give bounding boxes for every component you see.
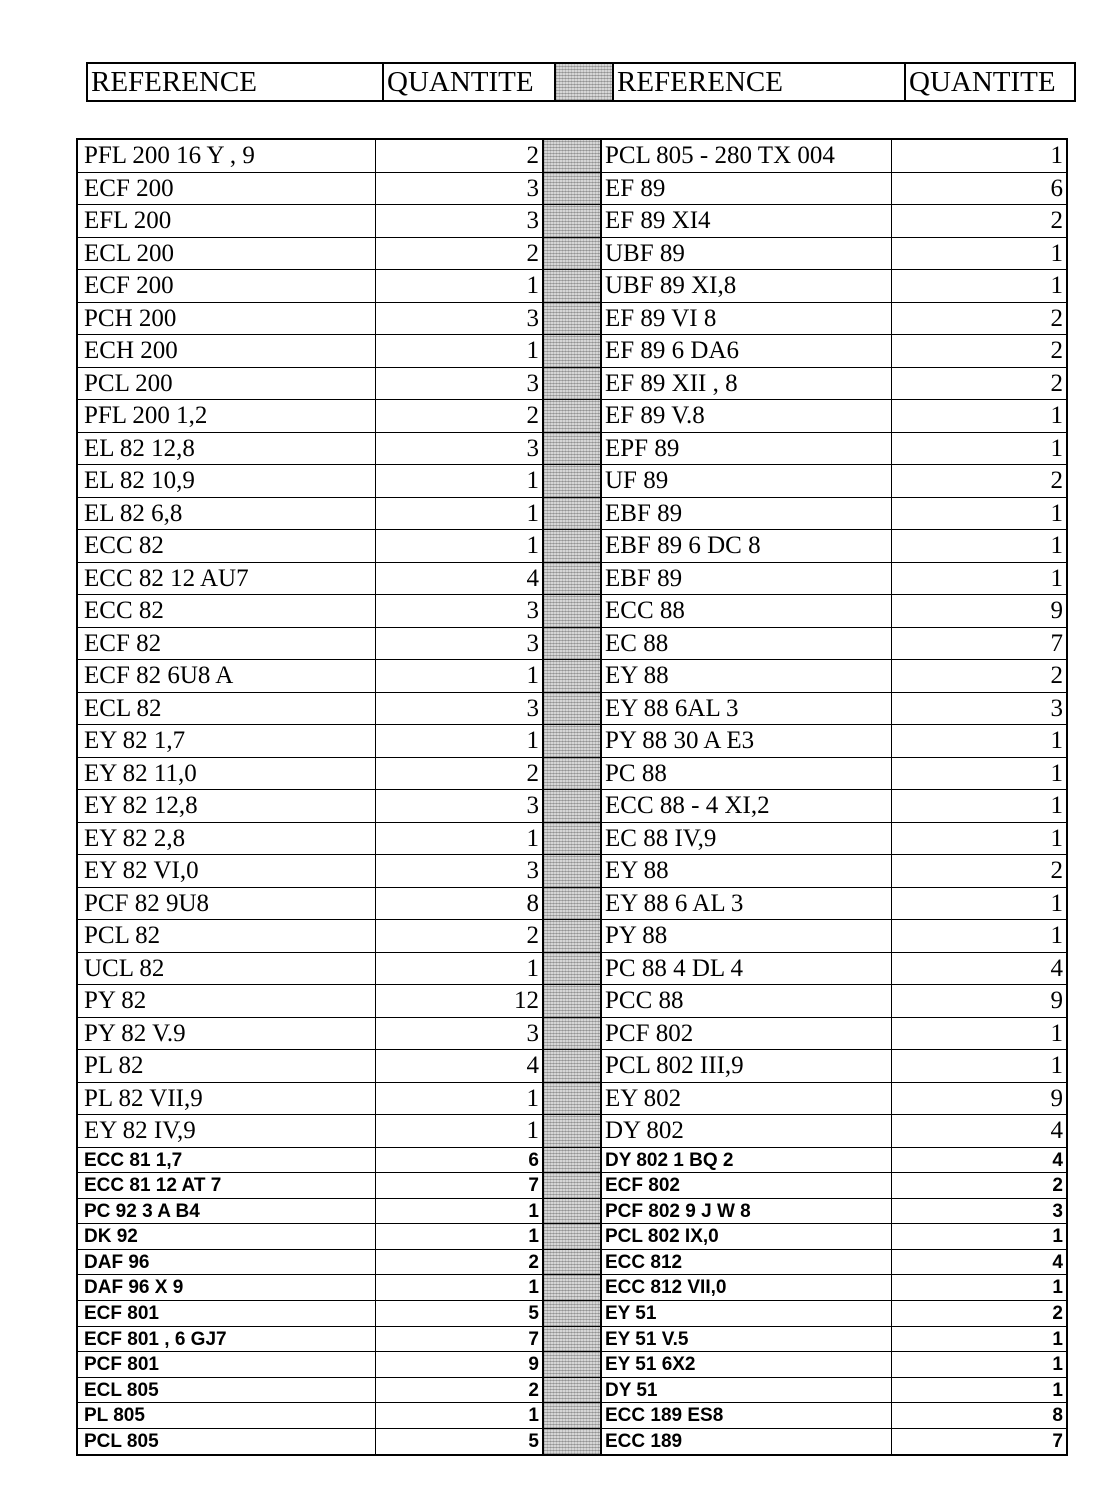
reference-right-cell: UF 89 (602, 465, 892, 497)
table-row (78, 140, 1066, 173)
reference-right-cell: UBF 89 XI,8 (602, 270, 892, 302)
shaded-separator-cell (544, 1083, 602, 1115)
quantite-left-cell: 1 (376, 465, 544, 497)
reference-right-cell: EY 51 6X2 (602, 1352, 892, 1377)
reference-right-cell: UBF 89 (602, 238, 892, 270)
quantite-right-cell: 9 (1050, 987, 1063, 1014)
shaded-separator-cell (544, 920, 602, 952)
quantite-right-cell: 9 (1050, 597, 1063, 624)
quantite-right-cell: 7 (1050, 629, 1063, 657)
table-row (78, 498, 1066, 531)
shaded-separator-cell (544, 660, 602, 692)
reference-right-cell: PCL 805 - 280 TX 004 (602, 140, 892, 172)
reference-left-cell: ECF 801 , 6 GJ7 (78, 1327, 376, 1352)
table-row (78, 270, 1066, 303)
table-row (78, 465, 1066, 498)
reference-left-cell: EL 82 12,8 (78, 433, 376, 465)
quantite-left-cell: 1 (376, 1083, 544, 1115)
table-row (78, 400, 1066, 433)
table-row (78, 1148, 1066, 1174)
reference-right-cell: PC 88 4 DL 4 (602, 953, 892, 985)
reference-left-cell: ECC 82 12 AU7 (78, 563, 376, 595)
quantite-right-cell: 4 (1052, 1251, 1063, 1273)
reference-right-cell: PY 88 30 A E3 (602, 725, 892, 757)
shaded-separator-cell (544, 498, 602, 530)
reference-right-cell: PC 88 (602, 758, 892, 790)
reference-right-cell: PY 88 (602, 920, 892, 952)
shaded-separator-cell (544, 985, 602, 1017)
reference-right-cell: EF 89 XII , 8 (602, 368, 892, 400)
reference-right-cell: DY 802 1 BQ 2 (602, 1148, 892, 1173)
table-row (78, 173, 1066, 206)
quantite-right-cell: 2 (1050, 662, 1063, 689)
shaded-separator-cell (544, 335, 602, 367)
reference-right-cell: ECF 802 (602, 1173, 892, 1198)
shaded-separator-cell (544, 465, 602, 497)
quantite-left-cell: 4 (376, 563, 544, 595)
reference-right-cell: PCC 88 (602, 985, 892, 1017)
quantite-right-cell: 1 (1050, 792, 1063, 819)
table-row (78, 433, 1066, 466)
shaded-separator-cell (544, 1275, 602, 1300)
table-row (78, 823, 1066, 856)
quantite-right-cell: 1 (1050, 759, 1063, 787)
table-row (78, 205, 1066, 238)
quantite-left-cell: 1 (376, 1115, 544, 1147)
quantite-right-cell: 2 (1050, 304, 1063, 332)
reference-right-cell: EY 88 6AL 3 (602, 693, 892, 725)
quantite-left-cell: 2 (376, 758, 544, 790)
quantite-left-cell: 12 (376, 985, 544, 1017)
quantite-right-cell: 1 (1050, 142, 1063, 169)
reference-left-cell: PFL 200 16 Y , 9 (78, 140, 376, 172)
reference-left-cell: PL 82 (78, 1050, 376, 1082)
quantite-left-cell: 1 (376, 270, 544, 302)
quantite-left-cell: 5 (376, 1429, 544, 1454)
reference-left-cell: PC 92 3 A B4 (78, 1199, 376, 1224)
header-quantite-left: QUANTITE (384, 64, 556, 100)
quantite-left-cell: 2 (376, 400, 544, 432)
table-row (78, 1018, 1066, 1051)
reference-right-cell: ECC 812 (602, 1250, 892, 1275)
table-row (78, 563, 1066, 596)
table-row (78, 1050, 1066, 1083)
quantite-left-cell: 3 (376, 1018, 544, 1050)
table-row (78, 855, 1066, 888)
quantite-right-cell: 2 (1050, 207, 1063, 234)
table-row (78, 758, 1066, 791)
shaded-separator-cell (544, 628, 602, 660)
shaded-separator-cell (544, 303, 602, 335)
shaded-separator-cell (544, 1115, 602, 1147)
reference-right-cell: EF 89 6 DA6 (602, 335, 892, 367)
quantite-left-cell: 3 (376, 693, 544, 725)
quantite-left-cell: 4 (376, 1050, 544, 1082)
shaded-separator-cell (544, 595, 602, 627)
shaded-separator-cell (544, 1018, 602, 1050)
shaded-separator-cell (544, 1148, 602, 1173)
shaded-separator-cell (544, 1301, 602, 1326)
reference-right-cell: EPF 89 (602, 433, 892, 465)
reference-right-cell: EC 88 IV,9 (602, 823, 892, 855)
quantite-right-cell: 1 (1050, 239, 1063, 267)
quantite-left-cell: 1 (376, 530, 544, 562)
reference-left-cell: ECF 82 6U8 A (78, 660, 376, 692)
quantite-right-cell: 2 (1052, 1303, 1063, 1325)
quantite-right-cell: 2 (1050, 857, 1063, 884)
quantite-left-cell: 3 (376, 433, 544, 465)
quantite-left-cell: 6 (376, 1148, 544, 1173)
header-reference-left: REFERENCE (88, 64, 384, 100)
reference-left-cell: PL 82 VII,9 (78, 1083, 376, 1115)
quantite-left-cell: 1 (376, 725, 544, 757)
table-row (78, 1403, 1066, 1429)
table-row (78, 368, 1066, 401)
table-row (78, 595, 1066, 628)
shaded-separator-cell (544, 888, 602, 920)
reference-left-cell: PCL 805 (78, 1429, 376, 1454)
shaded-separator-cell (544, 823, 602, 855)
quantite-right-cell: 3 (1050, 694, 1063, 722)
table-row (78, 790, 1066, 823)
reference-right-cell: EY 802 (602, 1083, 892, 1115)
table-row (78, 1083, 1066, 1116)
shaded-separator-cell (544, 433, 602, 465)
shaded-separator-cell (544, 530, 602, 562)
shaded-separator-cell (544, 693, 602, 725)
shaded-separator-cell (544, 1250, 602, 1275)
shaded-separator-cell (544, 270, 602, 302)
reference-right-cell: EBF 89 6 DC 8 (602, 530, 892, 562)
table-body (76, 138, 1068, 1456)
table-row (78, 1275, 1066, 1301)
reference-left-cell: ECH 200 (78, 335, 376, 367)
reference-right-cell: EY 51 V.5 (602, 1327, 892, 1352)
quantite-left-cell: 2 (376, 238, 544, 270)
reference-left-cell: ECF 82 (78, 628, 376, 660)
table-row (78, 1199, 1066, 1225)
shaded-separator-cell (544, 855, 602, 887)
table-row (78, 628, 1066, 661)
shaded-separator-cell (544, 1429, 602, 1454)
quantite-left-cell: 2 (376, 140, 544, 172)
reference-right-cell: PCL 802 III,9 (602, 1050, 892, 1082)
quantite-left-cell: 3 (376, 855, 544, 887)
shaded-separator-cell (544, 758, 602, 790)
shaded-separator-cell (544, 1352, 602, 1377)
reference-right-cell: ECC 812 VII,0 (602, 1275, 892, 1300)
quantite-right-cell: 1 (1052, 1277, 1063, 1299)
shaded-separator-cell (544, 1327, 602, 1352)
reference-left-cell: ECL 805 (78, 1378, 376, 1403)
quantite-right-cell: 1 (1050, 499, 1063, 527)
quantite-right-cell: 2 (1052, 1175, 1063, 1197)
shaded-separator-cell (544, 1173, 602, 1198)
header-quantite-right: QUANTITE (909, 66, 1056, 98)
quantite-right-cell: 1 (1052, 1379, 1063, 1401)
quantite-right-cell: 9 (1050, 1084, 1063, 1112)
quantite-left-cell: 1 (376, 1403, 544, 1428)
table-row (78, 920, 1066, 953)
shaded-separator-cell (544, 140, 602, 172)
reference-right-cell: EY 88 (602, 660, 892, 692)
table-row (78, 335, 1066, 368)
reference-right-cell: ECC 189 ES8 (602, 1403, 892, 1428)
quantite-right-cell: 1 (1050, 889, 1063, 917)
quantite-left-cell: 1 (376, 823, 544, 855)
table-row (78, 530, 1066, 563)
quantite-right-cell: 1 (1050, 434, 1063, 462)
table-row (78, 238, 1066, 271)
quantite-left-cell: 3 (376, 173, 544, 205)
quantite-left-cell: 1 (376, 498, 544, 530)
shaded-separator-cell (544, 790, 602, 822)
table-row (78, 1173, 1066, 1199)
reference-left-cell: DK 92 (78, 1224, 376, 1249)
reference-left-cell: EY 82 11,0 (78, 758, 376, 790)
shaded-separator-cell (544, 563, 602, 595)
quantite-left-cell: 7 (376, 1173, 544, 1198)
table-row (78, 1378, 1066, 1404)
quantite-right-cell: 7 (1052, 1431, 1063, 1453)
reference-right-cell: DY 51 (602, 1378, 892, 1403)
reference-right-cell: EF 89 V.8 (602, 400, 892, 432)
reference-left-cell: ECF 801 (78, 1301, 376, 1326)
shaded-separator-cell (544, 205, 602, 237)
reference-right-cell: DY 802 (602, 1115, 892, 1147)
shaded-separator-cell (544, 1403, 602, 1428)
reference-right-cell: EY 88 6 AL 3 (602, 888, 892, 920)
reference-left-cell: ECL 82 (78, 693, 376, 725)
quantite-left-cell: 1 (376, 660, 544, 692)
shaded-separator-cell (544, 368, 602, 400)
reference-left-cell: EL 82 6,8 (78, 498, 376, 530)
table-row (78, 953, 1066, 986)
quantite-left-cell: 2 (376, 1250, 544, 1275)
quantite-right-cell: 1 (1050, 402, 1063, 429)
quantite-left-cell: 9 (376, 1352, 544, 1377)
table-row (78, 725, 1066, 758)
quantite-left-cell: 1 (376, 335, 544, 367)
quantite-right-cell: 1 (1050, 532, 1063, 559)
quantite-left-cell: 1 (376, 1275, 544, 1300)
reference-right-cell: EBF 89 (602, 498, 892, 530)
reference-left-cell: UCL 82 (78, 953, 376, 985)
shaded-separator-cell (544, 953, 602, 985)
quantite-right-cell: 2 (1050, 467, 1063, 494)
reference-left-cell: DAF 96 (78, 1250, 376, 1275)
table-row (78, 1301, 1066, 1327)
reference-right-cell: PCL 802 IX,0 (602, 1224, 892, 1249)
reference-left-cell: ECF 200 (78, 173, 376, 205)
reference-right-cell: EY 51 (602, 1301, 892, 1326)
table-row (78, 985, 1066, 1018)
reference-left-cell: EY 82 1,7 (78, 725, 376, 757)
reference-left-cell: PCH 200 (78, 303, 376, 335)
reference-left-cell: EY 82 12,8 (78, 790, 376, 822)
header-shaded-separator (556, 64, 614, 100)
shaded-separator-cell (544, 1050, 602, 1082)
table-row (78, 1327, 1066, 1353)
quantite-right-cell: 1 (1050, 564, 1063, 592)
quantite-left-cell: 2 (376, 1378, 544, 1403)
quantite-right-cell: 1 (1050, 824, 1063, 852)
reference-left-cell: ECC 81 12 AT 7 (78, 1173, 376, 1198)
reference-left-cell: ECF 200 (78, 270, 376, 302)
reference-left-cell: PCL 200 (78, 368, 376, 400)
shaded-separator-cell (544, 238, 602, 270)
quantite-right-cell: 6 (1050, 174, 1063, 202)
quantite-right-cell: 2 (1050, 337, 1063, 364)
quantite-left-cell: 5 (376, 1301, 544, 1326)
reference-right-cell: EC 88 (602, 628, 892, 660)
quantite-right-cell: 1 (1052, 1226, 1063, 1248)
quantite-right-cell: 4 (1052, 1149, 1063, 1171)
reference-right-cell: EF 89 (602, 173, 892, 205)
quantite-left-cell: 8 (376, 888, 544, 920)
quantite-right-cell: 1 (1050, 1019, 1063, 1047)
reference-left-cell: EL 82 10,9 (78, 465, 376, 497)
reference-right-cell: ECC 88 - 4 XI,2 (602, 790, 892, 822)
header-reference-right: REFERENCE (614, 64, 906, 100)
quantite-left-cell: 3 (376, 595, 544, 627)
reference-right-cell: EY 88 (602, 855, 892, 887)
quantite-right-cell: 8 (1052, 1405, 1063, 1427)
reference-left-cell: ECL 200 (78, 238, 376, 270)
table-row (78, 1224, 1066, 1250)
table-row (78, 888, 1066, 921)
quantite-right-cell: 4 (1050, 1117, 1063, 1144)
table-row (78, 1429, 1066, 1454)
shaded-separator-cell (544, 1378, 602, 1403)
reference-right-cell: EF 89 VI 8 (602, 303, 892, 335)
reference-right-cell: PCF 802 (602, 1018, 892, 1050)
quantite-left-cell: 7 (376, 1327, 544, 1352)
reference-left-cell: PY 82 (78, 985, 376, 1017)
table-row (78, 1115, 1066, 1148)
reference-left-cell: ECC 82 (78, 595, 376, 627)
quantite-right-cell: 2 (1050, 369, 1063, 397)
reference-left-cell: PL 805 (78, 1403, 376, 1428)
quantite-left-cell: 3 (376, 205, 544, 237)
reference-right-cell: EF 89 XI4 (602, 205, 892, 237)
quantite-left-cell: 2 (376, 920, 544, 952)
quantite-right-cell: 1 (1052, 1354, 1063, 1376)
reference-left-cell: EFL 200 (78, 205, 376, 237)
table-header (86, 62, 1076, 102)
quantite-left-cell: 3 (376, 790, 544, 822)
table-row (78, 1250, 1066, 1276)
table-row (78, 303, 1066, 336)
quantite-left-cell: 3 (376, 628, 544, 660)
reference-left-cell: PFL 200 1,2 (78, 400, 376, 432)
reference-left-cell: PY 82 V.9 (78, 1018, 376, 1050)
reference-left-cell: EY 82 IV,9 (78, 1115, 376, 1147)
reference-left-cell: PCF 801 (78, 1352, 376, 1377)
shaded-separator-cell (544, 1224, 602, 1249)
quantite-left-cell: 1 (376, 1199, 544, 1224)
quantite-right-cell: 1 (1050, 1052, 1063, 1079)
reference-left-cell: DAF 96 X 9 (78, 1275, 376, 1300)
shaded-separator-cell (544, 173, 602, 205)
quantite-left-cell: 3 (376, 368, 544, 400)
shaded-separator-cell (544, 1199, 602, 1224)
reference-left-cell: EY 82 VI,0 (78, 855, 376, 887)
table-row (78, 1352, 1066, 1378)
quantite-right-cell: 1 (1052, 1328, 1063, 1350)
quantite-right-cell: 3 (1052, 1200, 1063, 1222)
reference-right-cell: EBF 89 (602, 563, 892, 595)
quantite-left-cell: 1 (376, 1224, 544, 1249)
quantite-left-cell: 1 (376, 953, 544, 985)
reference-left-cell: EY 82 2,8 (78, 823, 376, 855)
quantite-right-cell: 1 (1050, 272, 1063, 299)
reference-left-cell: PCF 82 9U8 (78, 888, 376, 920)
quantite-right-cell: 1 (1050, 922, 1063, 949)
quantite-left-cell: 3 (376, 303, 544, 335)
reference-right-cell: ECC 189 (602, 1429, 892, 1454)
quantite-right-cell: 4 (1050, 954, 1063, 982)
shaded-separator-cell (544, 725, 602, 757)
reference-left-cell: ECC 81 1,7 (78, 1148, 376, 1173)
reference-right-cell: ECC 88 (602, 595, 892, 627)
reference-left-cell: PCL 82 (78, 920, 376, 952)
table-row (78, 660, 1066, 693)
reference-right-cell: PCF 802 9 J W 8 (602, 1199, 892, 1224)
table-row (78, 693, 1066, 726)
shaded-separator-cell (544, 400, 602, 432)
quantite-right-cell: 1 (1050, 727, 1063, 754)
reference-left-cell: ECC 82 (78, 530, 376, 562)
